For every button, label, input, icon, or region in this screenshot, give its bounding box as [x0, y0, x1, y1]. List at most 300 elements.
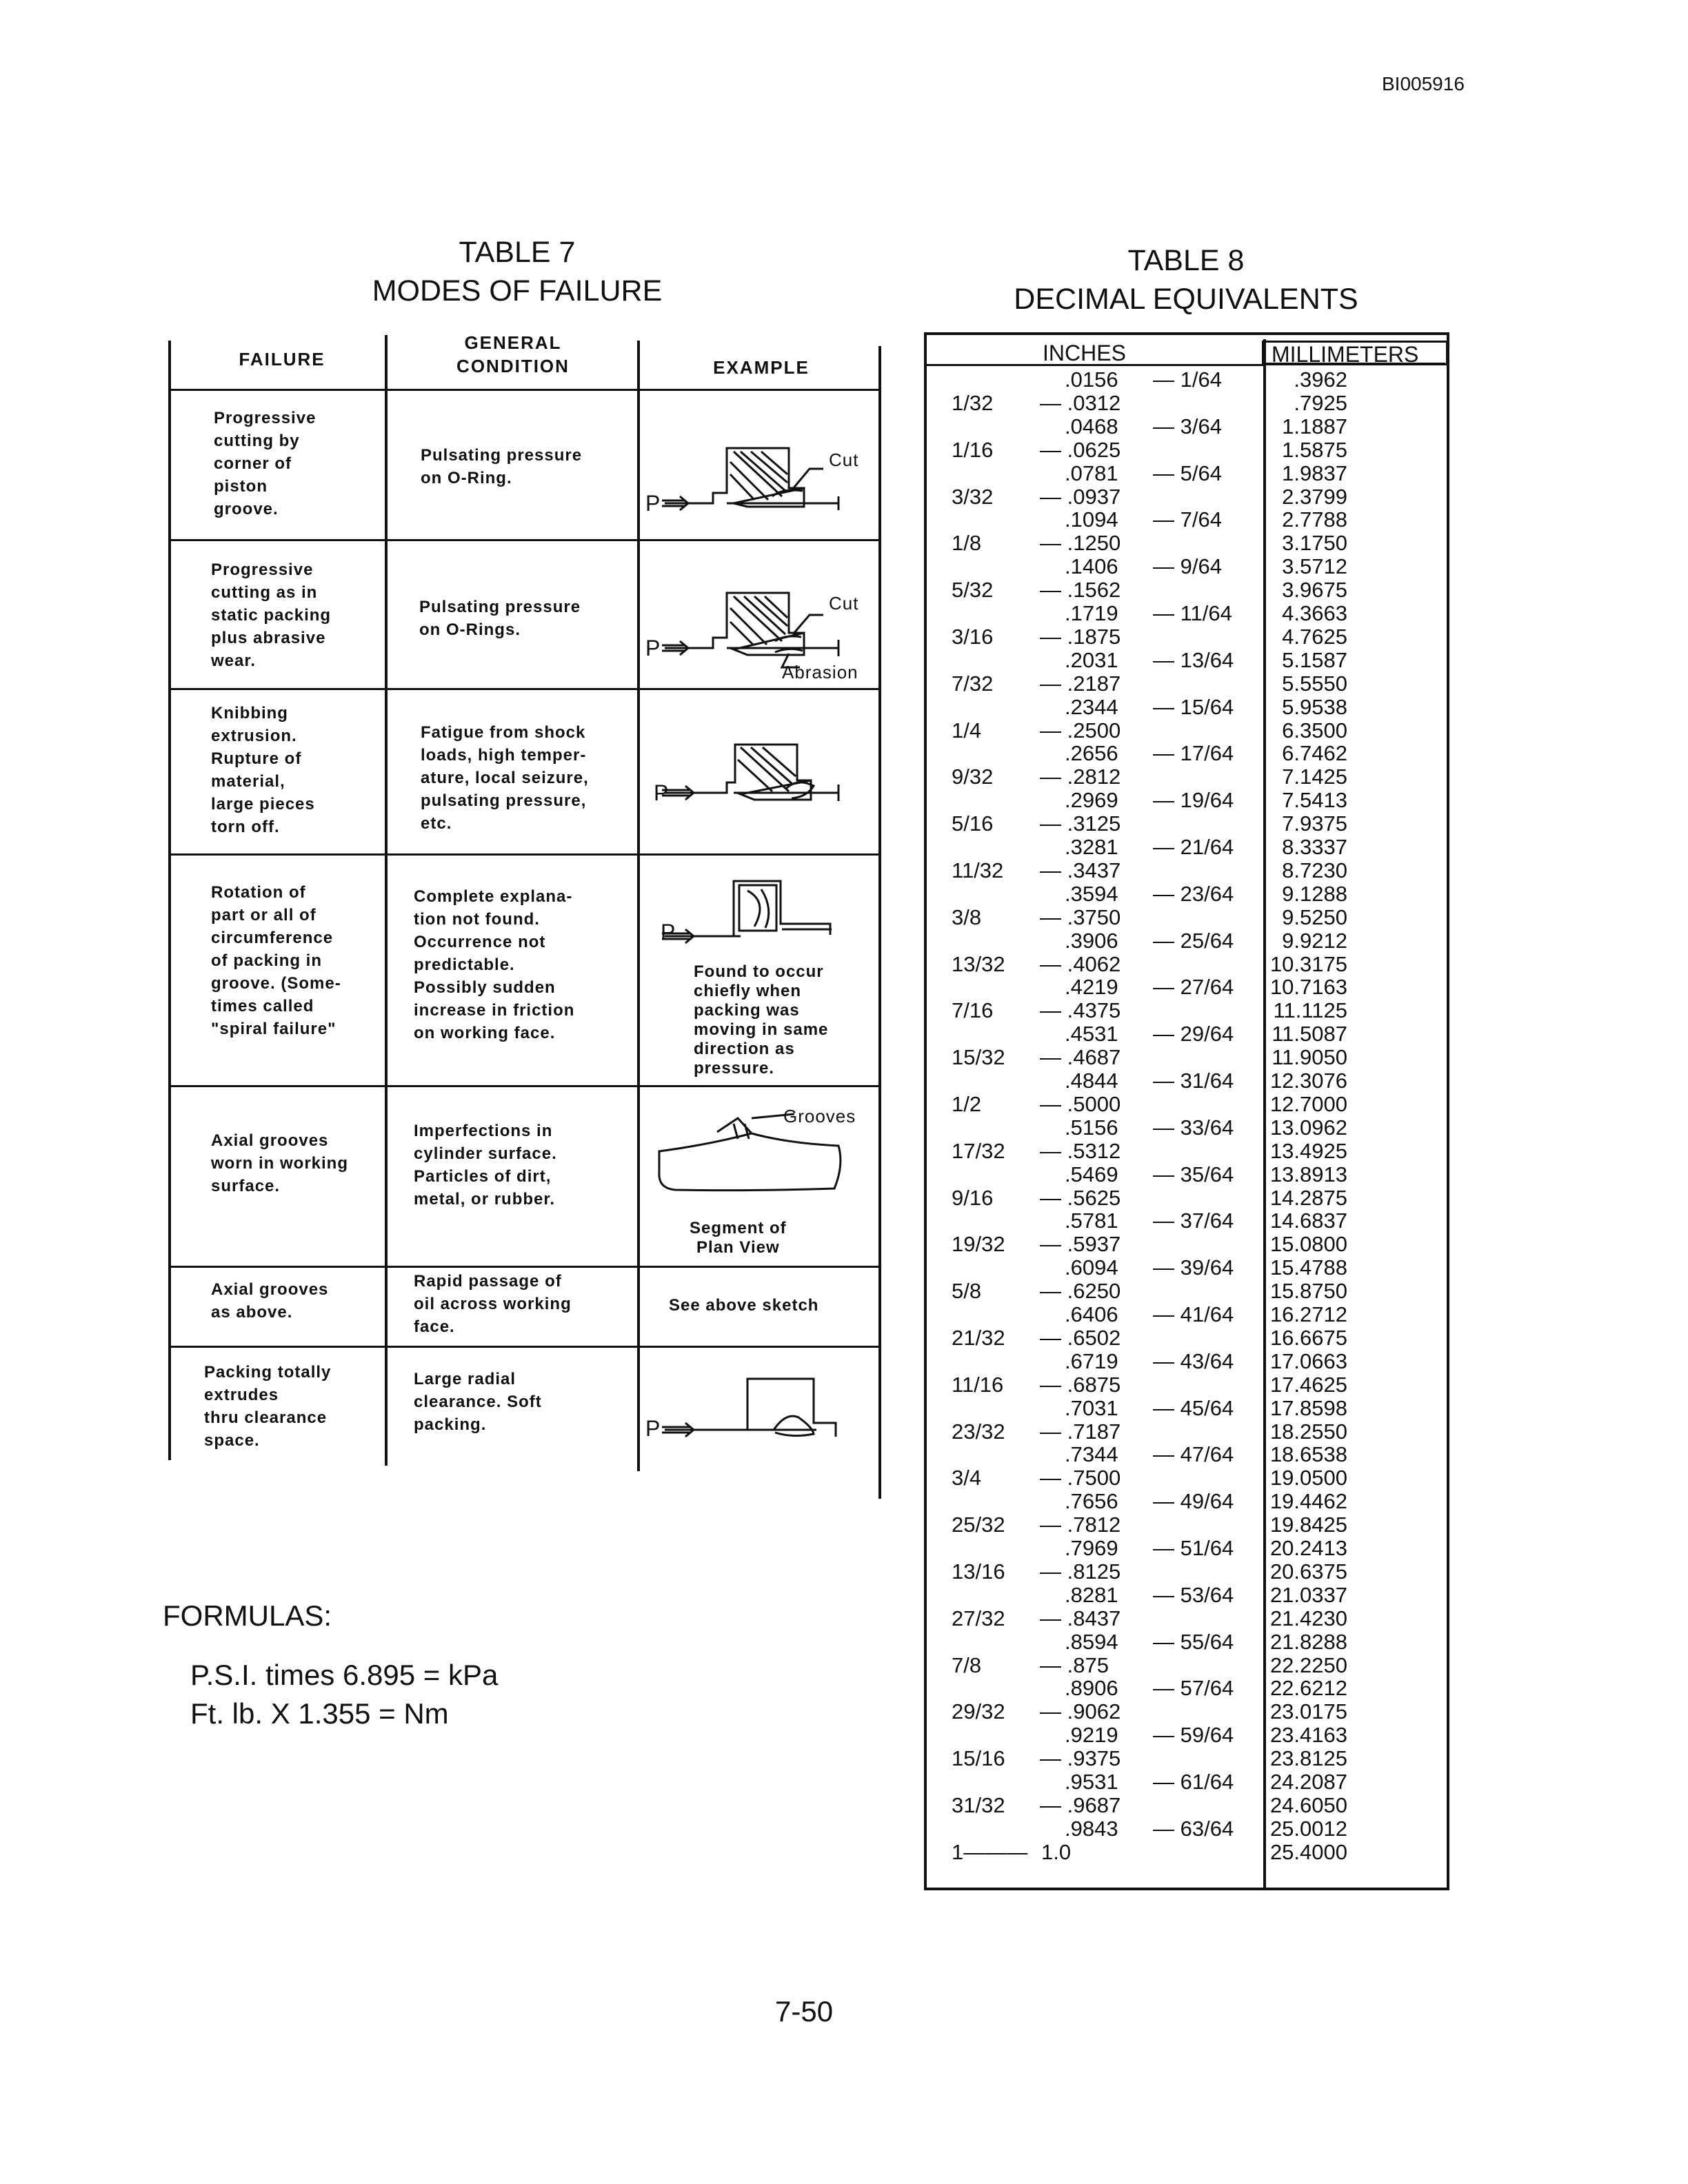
millimeters: 16.6675 [1269, 1325, 1347, 1350]
millimeters: 8.3337 [1282, 835, 1347, 859]
fraction-32nds: 1/32 [952, 390, 994, 415]
decimal-inches: .7344 [1065, 1442, 1118, 1467]
example-header: EXAMPLE [713, 357, 810, 378]
decimal-inches: — .8437 [1040, 1606, 1121, 1630]
fraction-32nds: 1/8 [952, 531, 982, 556]
text-line: Segment of [690, 1219, 787, 1237]
table8-row [924, 1677, 1449, 1700]
text-line: Large radial [414, 1370, 516, 1388]
table8-row [924, 1607, 1449, 1630]
pressure-label: P [661, 920, 676, 944]
text-line: pulsating pressure, [421, 791, 587, 810]
decimal-inches: 1.0 [1041, 1839, 1072, 1864]
text-line: thru clearance [204, 1408, 328, 1427]
text-line: as above. [211, 1303, 293, 1322]
decimal-inches: .9219 [1065, 1723, 1118, 1748]
document-id: BI005916 [1382, 73, 1465, 94]
failure-cell [204, 1361, 331, 1452]
decimal-inches: — .3125 [1040, 811, 1121, 836]
millimeters: 2.3799 [1282, 484, 1347, 509]
millimeters: 3.5712 [1282, 554, 1347, 579]
cut-label: Cut [829, 593, 859, 614]
text-line: plus abrasive [211, 629, 326, 647]
table8-row [924, 602, 1449, 625]
text-line: on O-Ring. [421, 469, 512, 487]
decimal-inches: — .5312 [1040, 1138, 1121, 1163]
text-line: packing. [414, 1415, 487, 1434]
fraction-64ths: — 7/64 [1153, 507, 1222, 532]
text-line: Pulsating pressure [421, 446, 583, 465]
decimal-inches: .4844 [1065, 1069, 1118, 1093]
text-line: Progressive [211, 560, 314, 579]
millimeters: 17.8598 [1269, 1395, 1347, 1420]
table8-row [924, 1116, 1449, 1140]
formula-ftlb: Ft. lb. X 1.355 = Nm [190, 1697, 449, 1730]
text-line: worn in working [211, 1154, 348, 1173]
millimeters: 15.4788 [1269, 1255, 1347, 1280]
decimal-inches: — .4687 [1040, 1045, 1121, 1070]
table8-row [924, 1723, 1449, 1747]
fraction-32nds: 1——— [952, 1839, 1028, 1864]
fraction-64ths: — 1/64 [1153, 367, 1222, 392]
grooves-label: Grooves [783, 1106, 856, 1126]
text-line: oil across working [414, 1295, 572, 1313]
millimeters: 5.1587 [1282, 647, 1347, 672]
fraction-64ths: — 33/64 [1153, 1115, 1234, 1140]
fraction-32nds: 7/32 [952, 671, 994, 696]
table8-row [924, 1069, 1449, 1093]
millimeters: 11.1125 [1273, 998, 1347, 1023]
fraction-64ths: — 11/64 [1153, 601, 1232, 625]
table7-title [359, 233, 676, 310]
table8-row [924, 1256, 1449, 1280]
decimal-inches: .1094 [1065, 507, 1118, 532]
fraction-32nds: 11/32 [952, 858, 1004, 882]
millimeters: 12.7000 [1269, 1091, 1347, 1116]
table8-row [924, 1490, 1449, 1513]
text-line: Rupture of [211, 749, 302, 768]
millimeters: 1.1887 [1282, 414, 1347, 438]
table8-row [924, 836, 1449, 859]
decimal-inches: .5469 [1065, 1162, 1118, 1186]
text-line: Particles of dirt, [414, 1167, 552, 1186]
condition-header [389, 331, 637, 378]
millimeters: 25.0012 [1269, 1816, 1347, 1841]
text-line: cylinder surface. [414, 1144, 557, 1163]
table8-row [924, 719, 1449, 742]
fraction-64ths: — 51/64 [1153, 1536, 1234, 1560]
decimal-inches: — .9687 [1040, 1792, 1121, 1817]
fraction-32nds: 3/32 [952, 484, 994, 509]
table8-row [924, 1584, 1449, 1607]
condition-header-line1: GENERAL [464, 332, 562, 353]
failure-cell [211, 558, 331, 672]
text-line: clearance. Soft [414, 1393, 542, 1411]
decimal-inches: .2031 [1065, 647, 1118, 672]
decimal-inches: — .5625 [1040, 1185, 1121, 1210]
text-line: Axial grooves [211, 1131, 329, 1150]
text-line: loads, high temper- [421, 746, 587, 765]
table8-row [924, 953, 1449, 976]
table8-row [924, 1794, 1449, 1817]
text-line: wear. [211, 651, 257, 670]
fraction-32nds: 5/16 [952, 811, 994, 836]
fraction-32nds: 13/16 [952, 1559, 1005, 1584]
millimeters: 24.2087 [1269, 1770, 1347, 1794]
text-line: pressure. [694, 1059, 775, 1078]
text-line: Rotation of [211, 883, 306, 902]
fraction-64ths: — 5/64 [1153, 461, 1222, 485]
table8-row [924, 999, 1449, 1022]
millimeters: 12.3076 [1269, 1069, 1347, 1093]
table8-row [924, 555, 1449, 578]
millimeters-header: MILLIMETERS [1272, 342, 1419, 367]
table8-row [924, 812, 1449, 836]
table8-row [924, 415, 1449, 438]
millimeters: 13.4925 [1269, 1138, 1347, 1163]
decimal-inches: — .4375 [1040, 998, 1121, 1023]
fraction-64ths: — 49/64 [1153, 1489, 1234, 1514]
fraction-32nds: 3/4 [952, 1466, 982, 1490]
text-line: Found to occur [694, 962, 824, 981]
fraction-32nds: 13/32 [952, 951, 1005, 976]
table8-row [924, 1093, 1449, 1116]
text-line: of packing in [211, 951, 323, 970]
table8-row [924, 672, 1449, 696]
failure-cell [211, 881, 341, 1040]
table8-row [924, 1140, 1449, 1163]
fraction-32nds: 3/16 [952, 624, 994, 649]
text-line: times called [211, 997, 314, 1015]
text-line: predictable. [414, 956, 515, 974]
fraction-32nds: 1/4 [952, 718, 982, 742]
pressure-label: P [645, 491, 661, 516]
pressure-label: P [654, 780, 670, 805]
text-line: material, [211, 772, 285, 791]
condition-cell [419, 596, 581, 641]
decimal-inches: .6094 [1065, 1255, 1118, 1280]
millimeters: 22.6212 [1269, 1676, 1347, 1701]
table8-row [924, 696, 1449, 719]
text-line: cutting by [214, 432, 300, 450]
text-line: Possibly sudden [414, 978, 556, 997]
page-number: 7-50 [775, 1995, 834, 2028]
fraction-64ths: — 25/64 [1153, 928, 1234, 953]
text-line: Fatigue from shock [421, 723, 586, 742]
text-line: Plan View [696, 1238, 780, 1257]
decimal-inches: — .1875 [1040, 624, 1121, 649]
decimal-inches: — .1250 [1040, 531, 1121, 556]
decimal-equivalents-table [924, 332, 1449, 1890]
table8-row [924, 1443, 1449, 1466]
millimeters: 8.7230 [1282, 858, 1347, 882]
table8-label: TABLE 8 [1127, 244, 1245, 277]
millimeters: 10.7163 [1269, 975, 1347, 1000]
text-line: direction as [694, 1040, 795, 1058]
fraction-64ths: — 35/64 [1153, 1162, 1234, 1186]
decimal-inches: .5156 [1065, 1115, 1118, 1140]
table8-row [924, 1537, 1449, 1560]
cut-abrasion-sketch [644, 558, 878, 676]
decimal-inches: .9531 [1065, 1770, 1118, 1794]
fraction-64ths: — 9/64 [1153, 554, 1222, 579]
millimeters: 19.8425 [1269, 1513, 1347, 1537]
failure-header: FAILURE [239, 349, 325, 370]
table8-row [924, 1747, 1449, 1770]
millimeters: 4.7625 [1282, 624, 1347, 649]
text-line: moving in same [694, 1020, 829, 1039]
millimeters: 21.8288 [1269, 1629, 1347, 1654]
fraction-64ths: — 19/64 [1153, 788, 1234, 813]
decimal-inches: .3906 [1065, 928, 1118, 953]
fraction-64ths: — 53/64 [1153, 1582, 1234, 1607]
decimal-inches: .7656 [1065, 1489, 1118, 1514]
table8-row [924, 1350, 1449, 1373]
decimal-inches: — .0937 [1040, 484, 1121, 509]
text-line: on working face. [414, 1024, 556, 1042]
fraction-64ths: — 57/64 [1153, 1676, 1234, 1701]
text-line: surface. [211, 1177, 281, 1195]
millimeters: 20.6375 [1269, 1559, 1347, 1584]
fraction-32nds: 7/16 [952, 998, 994, 1023]
millimeters: 7.5413 [1282, 788, 1347, 813]
fraction-64ths: — 21/64 [1153, 835, 1234, 859]
fraction-32nds: 25/32 [952, 1513, 1005, 1537]
decimal-inches: .7031 [1065, 1395, 1118, 1420]
millimeters: 21.0337 [1269, 1582, 1347, 1607]
decimal-inches: .0468 [1065, 414, 1118, 438]
text-line: increase in friction [414, 1001, 575, 1020]
decimal-inches: .9843 [1065, 1816, 1118, 1841]
text-line: packing was [694, 1001, 800, 1020]
decimal-inches: — .4062 [1040, 951, 1121, 976]
table8-row [924, 1817, 1449, 1841]
millimeters: 24.6050 [1269, 1792, 1347, 1817]
fraction-32nds: 27/32 [952, 1606, 1005, 1630]
millimeters: 19.0500 [1269, 1466, 1347, 1490]
failure-cell [214, 407, 316, 520]
table8-row [924, 462, 1449, 485]
formula-psi: P.S.I. times 6.895 = kPa [190, 1659, 499, 1691]
fraction-64ths: — 23/64 [1153, 881, 1234, 906]
decimal-inches: — .0312 [1040, 390, 1121, 415]
table8-row [924, 1303, 1449, 1326]
text-line: torn off. [211, 818, 280, 836]
table8-row [924, 438, 1449, 462]
failure-cell [211, 1129, 348, 1197]
millimeters: 21.4230 [1269, 1606, 1347, 1630]
condition-cell [414, 1368, 542, 1436]
millimeters: 23.4163 [1269, 1723, 1347, 1748]
table8-row [924, 1397, 1449, 1420]
text-line: groove. (Some- [211, 974, 341, 993]
text-line: piston [214, 477, 268, 496]
decimal-inches: — .7812 [1040, 1513, 1121, 1537]
table8-row [924, 1560, 1449, 1584]
decimal-inches: — .6502 [1040, 1325, 1121, 1350]
millimeters: 22.2250 [1269, 1652, 1347, 1677]
extrusion-sketch [651, 1372, 878, 1455]
text-line: ature, local seizure, [421, 769, 589, 787]
decimal-inches: — .2500 [1040, 718, 1121, 742]
millimeters: 25.4000 [1269, 1839, 1347, 1864]
decimal-inches: .3281 [1065, 835, 1118, 859]
decimal-inches: — .1562 [1040, 578, 1121, 603]
condition-header-line2: CONDITION [456, 356, 570, 376]
fraction-32nds: 29/32 [952, 1699, 1005, 1724]
table8-row [924, 1280, 1449, 1303]
table8-row [924, 1654, 1449, 1677]
table8-row [924, 1022, 1449, 1046]
text-line: "spiral failure" [211, 1020, 336, 1038]
millimeters: 10.3175 [1269, 951, 1347, 976]
table8-row [924, 1233, 1449, 1256]
millimeters: 7.1425 [1282, 765, 1347, 789]
millimeters: 20.2413 [1269, 1536, 1347, 1560]
table8-row [924, 392, 1449, 415]
see-above-note: See above sketch [669, 1296, 819, 1315]
condition-cell [414, 1120, 557, 1211]
decimal-inches: — .6875 [1040, 1372, 1121, 1397]
table8-row [924, 649, 1449, 672]
table8-row [924, 742, 1449, 765]
decimal-inches: .8281 [1065, 1582, 1118, 1607]
millimeters: 6.7462 [1282, 741, 1347, 766]
decimal-inches: .4531 [1065, 1022, 1118, 1046]
millimeters: .3962 [1294, 367, 1347, 392]
text-line: Rapid passage of [414, 1272, 562, 1291]
fraction-64ths: — 61/64 [1153, 1770, 1234, 1794]
millimeters: 4.3663 [1282, 601, 1347, 625]
text-line: Packing totally [204, 1363, 332, 1382]
fraction-64ths: — 3/64 [1153, 414, 1222, 438]
text-line: static packing [211, 606, 332, 625]
decimal-inches: — .6250 [1040, 1279, 1121, 1304]
fraction-32nds: 15/16 [952, 1746, 1005, 1771]
decimal-inches: .4219 [1065, 975, 1118, 1000]
fraction-32nds: 5/32 [952, 578, 994, 603]
table8-row [924, 1209, 1449, 1233]
table8-row [924, 975, 1449, 999]
millimeters: 5.9538 [1282, 694, 1347, 719]
millimeters: 9.1288 [1282, 881, 1347, 906]
decimal-inches: — .3750 [1040, 904, 1121, 929]
text-line: Axial grooves [211, 1280, 329, 1299]
text-line: extrudes [204, 1386, 279, 1404]
text-line: metal, or rubber. [414, 1190, 556, 1209]
text-line: face. [414, 1317, 455, 1336]
fraction-64ths: — 41/64 [1153, 1302, 1234, 1326]
fraction-64ths: — 45/64 [1153, 1395, 1234, 1420]
decimal-inches: .3594 [1065, 881, 1118, 906]
table8-row [924, 1513, 1449, 1537]
table8-row [924, 1163, 1449, 1186]
decimal-inches: — .8125 [1040, 1559, 1121, 1584]
decimal-inches: — .5937 [1040, 1232, 1121, 1257]
decimal-inches: .2656 [1065, 741, 1118, 766]
fraction-64ths: — 37/64 [1153, 1209, 1234, 1233]
table8-row [924, 1630, 1449, 1654]
decimal-inches: — .3437 [1040, 858, 1121, 882]
decimal-inches: — .9062 [1040, 1699, 1121, 1724]
text-line: Occurrence not [414, 933, 546, 951]
table8-row [924, 1700, 1449, 1723]
table8-row [924, 1046, 1449, 1069]
millimeters: 13.8913 [1269, 1162, 1347, 1186]
table8-row [924, 1186, 1449, 1210]
fraction-64ths: — 27/64 [1153, 975, 1234, 1000]
table8-row [924, 1373, 1449, 1397]
spiral-note [694, 962, 828, 1078]
millimeters: 5.5550 [1282, 671, 1347, 696]
fraction-32nds: 15/32 [952, 1045, 1005, 1070]
text-line: Complete explana- [414, 887, 573, 906]
millimeters: 7.9375 [1282, 811, 1347, 836]
pressure-label: P [645, 1416, 661, 1441]
text-line: groove. [214, 500, 279, 518]
table7-label: TABLE 7 [459, 236, 576, 269]
abrasion-label: Abrasion [782, 662, 858, 682]
fraction-64ths: — 55/64 [1153, 1629, 1234, 1654]
decimal-inches: .2344 [1065, 694, 1118, 719]
millimeters: 1.9837 [1282, 461, 1347, 485]
fraction-32nds: 19/32 [952, 1232, 1005, 1257]
fraction-32nds: 23/32 [952, 1419, 1005, 1444]
plan-view-note [690, 1219, 787, 1257]
millimeters: 3.1750 [1282, 531, 1347, 556]
modes-of-failure-table [168, 331, 883, 1489]
millimeters: 23.8125 [1269, 1746, 1347, 1771]
table8-row [924, 485, 1449, 509]
millimeters: 15.0800 [1269, 1232, 1347, 1257]
millimeters: 13.0962 [1269, 1115, 1347, 1140]
text-line: etc. [421, 814, 452, 833]
text-line: Pulsating pressure [419, 598, 581, 616]
decimal-inches: .6719 [1065, 1348, 1118, 1373]
fraction-32nds: 9/16 [952, 1185, 994, 1210]
table8-row [924, 578, 1449, 602]
fraction-32nds: 1/16 [952, 437, 994, 462]
fraction-64ths: — 17/64 [1153, 741, 1234, 766]
fraction-32nds: 11/16 [952, 1372, 1004, 1397]
millimeters: 14.6837 [1269, 1209, 1347, 1233]
text-line: extrusion. [211, 727, 297, 745]
millimeters: 19.4462 [1269, 1489, 1347, 1514]
fraction-32nds: 7/8 [952, 1652, 982, 1677]
millimeters: 17.0663 [1269, 1348, 1347, 1373]
decimal-inches: .0156 [1065, 367, 1118, 392]
decimal-inches: .8906 [1065, 1676, 1118, 1701]
table8-row [924, 765, 1449, 789]
table8-row [924, 1841, 1449, 1864]
decimal-inches: .1719 [1065, 601, 1118, 625]
millimeters: 2.7788 [1282, 507, 1347, 532]
table8-row [924, 859, 1449, 882]
millimeters: 1.5875 [1282, 437, 1347, 462]
condition-cell [421, 444, 582, 489]
decimal-inches: .8594 [1065, 1629, 1118, 1654]
failure-cell [211, 702, 315, 838]
decimal-inches: — .875 [1040, 1652, 1109, 1677]
fraction-32nds: 1/2 [952, 1091, 982, 1116]
millimeters: 6.3500 [1282, 718, 1347, 742]
millimeters: 3.9675 [1282, 578, 1347, 603]
fraction-64ths: — 47/64 [1153, 1442, 1234, 1467]
table8-row [924, 508, 1449, 532]
table8-row [924, 625, 1449, 649]
table8-title [993, 241, 1379, 318]
table8-row [924, 929, 1449, 953]
